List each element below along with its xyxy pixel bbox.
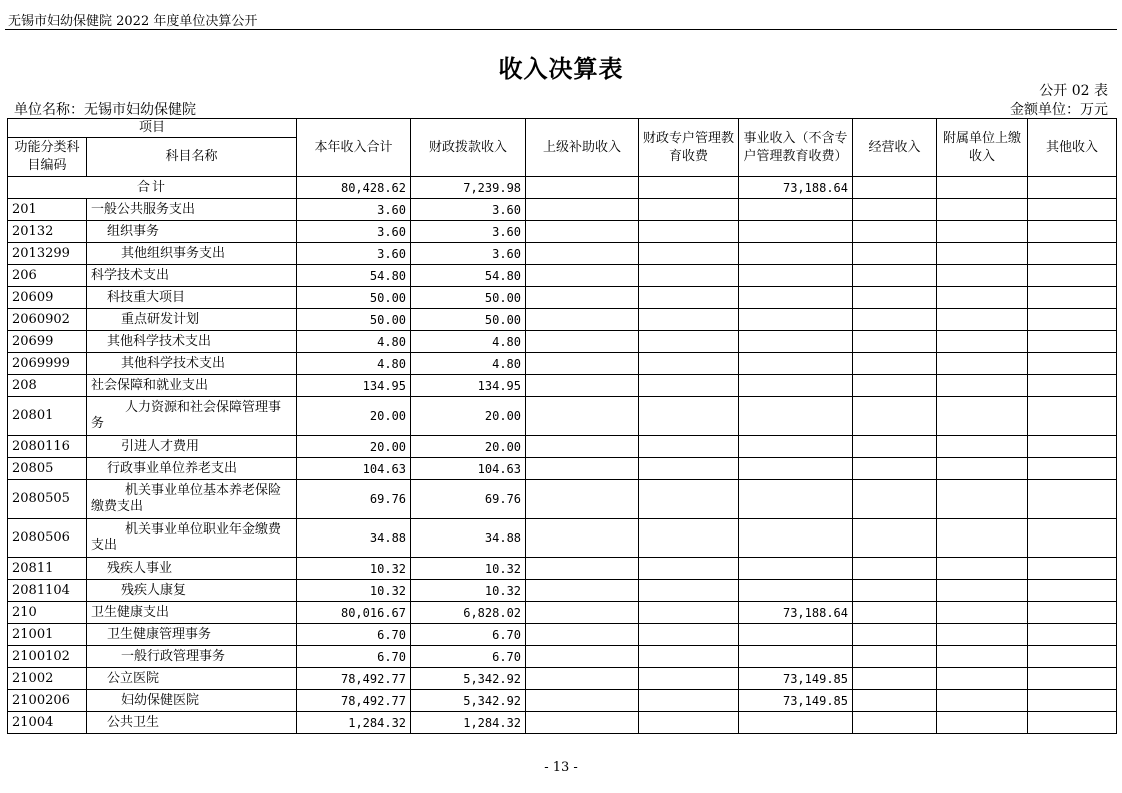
table-row bbox=[8, 712, 1117, 734]
total-cell: 78,492.77 bbox=[297, 668, 411, 690]
name-cell: 其他科学技术支出 bbox=[87, 331, 297, 353]
table-row bbox=[8, 580, 1117, 602]
code-cell: 2080116 bbox=[8, 436, 87, 458]
fiscal-cell: 134.95 bbox=[411, 375, 526, 397]
fiscal-cell: 5,342.92 bbox=[411, 668, 526, 690]
total-cell: 3.60 bbox=[297, 221, 411, 243]
name-cell: 一般行政管理事务 bbox=[87, 646, 297, 668]
total-cell: 4.80 bbox=[297, 353, 411, 375]
table-row bbox=[8, 480, 1117, 519]
table-row bbox=[8, 243, 1117, 265]
fiscal-cell: 50.00 bbox=[411, 309, 526, 331]
table-row bbox=[8, 353, 1117, 375]
business-cell bbox=[739, 480, 853, 519]
business-cell bbox=[739, 287, 853, 309]
header-item: 项目 bbox=[8, 119, 297, 138]
table-row bbox=[8, 668, 1117, 690]
table-row bbox=[8, 624, 1117, 646]
header-superior: 上级补助收入 bbox=[526, 119, 639, 177]
table-row bbox=[8, 331, 1117, 353]
name-cell: 残疾人事业 bbox=[87, 558, 297, 580]
business-cell bbox=[739, 436, 853, 458]
table-row bbox=[8, 375, 1117, 397]
header-func-code: 功能分类科目编码 bbox=[8, 138, 87, 177]
page-title: 收入决算表 bbox=[498, 54, 624, 83]
table-row bbox=[8, 690, 1117, 712]
table-row bbox=[8, 221, 1117, 243]
table-row bbox=[8, 519, 1117, 558]
fiscal-cell: 69.76 bbox=[411, 480, 526, 519]
code-cell: 21004 bbox=[8, 712, 87, 734]
header-fiscal: 财政拨款收入 bbox=[411, 119, 526, 177]
code-cell: 206 bbox=[8, 265, 87, 287]
code-cell: 20805 bbox=[8, 458, 87, 480]
business-cell bbox=[739, 580, 853, 602]
total-cell: 50.00 bbox=[297, 287, 411, 309]
business-cell bbox=[739, 331, 853, 353]
business-cell bbox=[739, 375, 853, 397]
fiscal-cell: 3.60 bbox=[411, 199, 526, 221]
code-cell: 21001 bbox=[8, 624, 87, 646]
name-cell: 公共卫生 bbox=[87, 712, 297, 734]
business-cell bbox=[739, 309, 853, 331]
amount-unit: 金额单位：万元 bbox=[1010, 102, 1108, 118]
business-cell: 73,188.64 bbox=[739, 177, 853, 199]
business-cell bbox=[739, 221, 853, 243]
fiscal-cell: 104.63 bbox=[411, 458, 526, 480]
header-edu-fee: 财政专户管理教育收费 bbox=[639, 119, 739, 177]
business-cell bbox=[739, 646, 853, 668]
business-cell: 73,188.64 bbox=[739, 602, 853, 624]
name-cell: 公立医院 bbox=[87, 668, 297, 690]
business-cell bbox=[739, 243, 853, 265]
fiscal-cell: 10.32 bbox=[411, 558, 526, 580]
code-cell: 20811 bbox=[8, 558, 87, 580]
name-cell: 其他组织事务支出 bbox=[87, 243, 297, 265]
name-cell: 卫生健康支出 bbox=[87, 602, 297, 624]
code-cell: 208 bbox=[8, 375, 87, 397]
business-cell bbox=[739, 558, 853, 580]
total-cell: 1,284.32 bbox=[297, 712, 411, 734]
code-cell: 20801 bbox=[8, 397, 87, 436]
fiscal-cell: 4.80 bbox=[411, 331, 526, 353]
business-cell bbox=[739, 353, 853, 375]
table-row bbox=[8, 199, 1117, 221]
name-cell: 机关事业单位职业年金缴费支出 bbox=[87, 519, 297, 558]
name-cell: 引进人才费用 bbox=[87, 436, 297, 458]
header-business: 事业收入（不含专户管理教育收费） bbox=[739, 119, 853, 177]
fiscal-cell: 3.60 bbox=[411, 221, 526, 243]
total-cell: 3.60 bbox=[297, 199, 411, 221]
page-number: - 13 - bbox=[544, 760, 578, 775]
name-cell: 其他科学技术支出 bbox=[87, 353, 297, 375]
name-cell: 行政事业单位养老支出 bbox=[87, 458, 297, 480]
header-divider bbox=[5, 29, 1117, 30]
code-cell: 2080505 bbox=[8, 480, 87, 519]
name-cell: 重点研发计划 bbox=[87, 309, 297, 331]
total-cell: 80,016.67 bbox=[297, 602, 411, 624]
business-cell bbox=[739, 519, 853, 558]
total-cell: 80,428.62 bbox=[297, 177, 411, 199]
table-row bbox=[8, 646, 1117, 668]
name-cell: 妇幼保健医院 bbox=[87, 690, 297, 712]
code-cell: 20132 bbox=[8, 221, 87, 243]
code-cell: 2069999 bbox=[8, 353, 87, 375]
header-subsidiary: 附属单位上缴收入 bbox=[937, 119, 1028, 177]
fiscal-cell: 7,239.98 bbox=[411, 177, 526, 199]
name-cell: 机关事业单位基本养老保险缴费支出 bbox=[87, 480, 297, 519]
fiscal-cell: 54.80 bbox=[411, 265, 526, 287]
business-cell bbox=[739, 458, 853, 480]
name-cell: 科技重大项目 bbox=[87, 287, 297, 309]
fiscal-cell: 10.32 bbox=[411, 580, 526, 602]
table-row bbox=[8, 558, 1117, 580]
business-cell: 73,149.85 bbox=[739, 690, 853, 712]
code-cell: 2100206 bbox=[8, 690, 87, 712]
business-cell bbox=[739, 624, 853, 646]
code-cell: 2081104 bbox=[8, 580, 87, 602]
fiscal-cell: 20.00 bbox=[411, 397, 526, 436]
name-cell: 卫生健康管理事务 bbox=[87, 624, 297, 646]
name-cell: 人力资源和社会保障管理事务 bbox=[87, 397, 297, 436]
code-cell: 20699 bbox=[8, 331, 87, 353]
fiscal-cell: 1,284.32 bbox=[411, 712, 526, 734]
unit-name: 单位名称：无锡市妇幼保健院 bbox=[14, 102, 196, 118]
total-cell: 69.76 bbox=[297, 480, 411, 519]
total-cell: 78,492.77 bbox=[297, 690, 411, 712]
table-row bbox=[8, 287, 1117, 309]
code-cell: 2013299 bbox=[8, 243, 87, 265]
fiscal-cell: 20.00 bbox=[411, 436, 526, 458]
total-cell: 20.00 bbox=[297, 397, 411, 436]
total-row bbox=[8, 177, 1117, 199]
total-label: 合计 bbox=[8, 177, 297, 199]
code-cell: 2060902 bbox=[8, 309, 87, 331]
name-cell: 科学技术支出 bbox=[87, 265, 297, 287]
table-row bbox=[8, 397, 1117, 436]
fiscal-cell: 4.80 bbox=[411, 353, 526, 375]
name-cell: 残疾人康复 bbox=[87, 580, 297, 602]
header-subject-name: 科目名称 bbox=[87, 138, 297, 177]
business-cell bbox=[739, 397, 853, 436]
total-cell: 50.00 bbox=[297, 309, 411, 331]
name-cell: 一般公共服务支出 bbox=[87, 199, 297, 221]
total-cell: 54.80 bbox=[297, 265, 411, 287]
table-row bbox=[8, 458, 1117, 480]
total-cell: 20.00 bbox=[297, 436, 411, 458]
business-cell bbox=[739, 265, 853, 287]
total-cell: 134.95 bbox=[297, 375, 411, 397]
header-total: 本年收入合计 bbox=[297, 119, 411, 177]
total-cell: 6.70 bbox=[297, 646, 411, 668]
income-table bbox=[7, 118, 1117, 734]
total-cell: 4.80 bbox=[297, 331, 411, 353]
table-row bbox=[8, 602, 1117, 624]
code-cell: 2100102 bbox=[8, 646, 87, 668]
fiscal-cell: 50.00 bbox=[411, 287, 526, 309]
code-cell: 20609 bbox=[8, 287, 87, 309]
name-cell: 组织事务 bbox=[87, 221, 297, 243]
business-cell bbox=[739, 712, 853, 734]
table-row bbox=[8, 309, 1117, 331]
fiscal-cell: 3.60 bbox=[411, 243, 526, 265]
running-header: 无锡市妇幼保健院 2022 年度单位决算公开 bbox=[8, 14, 258, 29]
code-cell: 2080506 bbox=[8, 519, 87, 558]
total-cell: 10.32 bbox=[297, 580, 411, 602]
name-cell: 社会保障和就业支出 bbox=[87, 375, 297, 397]
table-row bbox=[8, 436, 1117, 458]
fiscal-cell: 6.70 bbox=[411, 646, 526, 668]
business-cell bbox=[739, 199, 853, 221]
fiscal-cell: 6,828.02 bbox=[411, 602, 526, 624]
total-cell: 104.63 bbox=[297, 458, 411, 480]
fiscal-cell: 5,342.92 bbox=[411, 690, 526, 712]
business-cell: 73,149.85 bbox=[739, 668, 853, 690]
form-number: 公开 02 表 bbox=[1039, 83, 1108, 99]
total-cell: 6.70 bbox=[297, 624, 411, 646]
code-cell: 21002 bbox=[8, 668, 87, 690]
code-cell: 201 bbox=[8, 199, 87, 221]
code-cell: 210 bbox=[8, 602, 87, 624]
total-cell: 10.32 bbox=[297, 558, 411, 580]
table-row bbox=[8, 265, 1117, 287]
header-operating: 经营收入 bbox=[853, 119, 937, 177]
fiscal-cell: 34.88 bbox=[411, 519, 526, 558]
total-cell: 3.60 bbox=[297, 243, 411, 265]
header-other: 其他收入 bbox=[1028, 119, 1117, 177]
fiscal-cell: 6.70 bbox=[411, 624, 526, 646]
total-cell: 34.88 bbox=[297, 519, 411, 558]
